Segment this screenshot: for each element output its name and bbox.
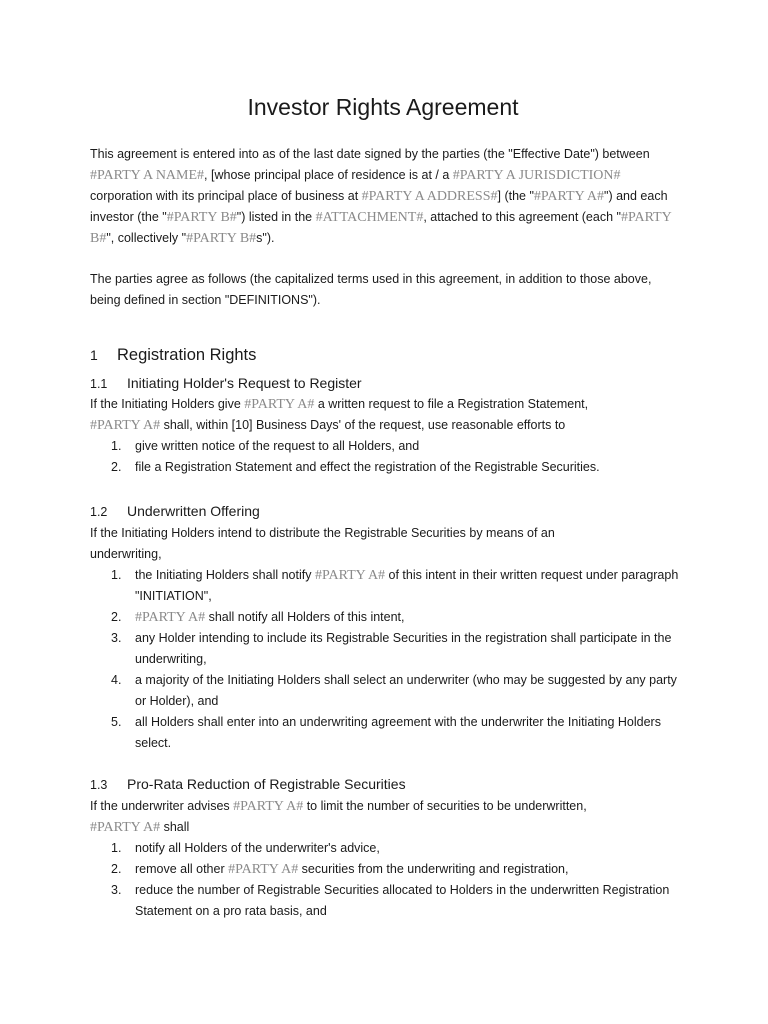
- section-number: 1: [90, 347, 98, 363]
- placeholder-party-a-address: #PARTY A ADDRESS#: [361, 189, 498, 204]
- list-item: 2. file a Registration Statement and effect the registration of the Registrable Securities.: [111, 460, 600, 474]
- document-title: Investor Rights Agreement: [247, 94, 519, 120]
- list-item: 3. any Holder intending to include its Registrable Securities in the registration shall participate in the underwriting,: [111, 631, 672, 666]
- section-1-1-paragraph: If the Initiating Holders give #PARTY A# a written request to file a Registration Statement, #PARTY A# shall, within [10] Business Days' of the request, use reasonable efforts to: [90, 397, 589, 433]
- section-1-3-paragraph: If the underwriter advises #PARTY A# to limit the number of securities to be underwritten, #PARTY A# shall: [90, 799, 587, 835]
- agree-paragraph: The parties agree as follows (the capitalized terms used in this agreement, in addition to those above, being defined in section "DEFINITIONS").: [90, 272, 652, 307]
- section-1-3-heading: [90, 774, 406, 795]
- list-item: 1. the Initiating Holders shall notify #PARTY A# of this intent in their written request under paragraph "INITIATION",: [111, 568, 679, 603]
- placeholder-party-b: #PARTY B#: [90, 210, 672, 246]
- section-1-1-heading: [90, 373, 362, 394]
- section-1-2-paragraph: If the Initiating Holders intend to distribute the Registrable Securities by means of an underwriting,: [90, 526, 555, 561]
- placeholder-party-a: #PARTY A#: [533, 189, 605, 204]
- section-1-heading: [90, 344, 256, 366]
- placeholder-party-a: #PARTY A#: [90, 820, 161, 835]
- placeholder-party-a: #PARTY A#: [244, 397, 315, 412]
- placeholder-party-a: #PARTY A#: [90, 418, 161, 433]
- intro-paragraph: This agreement is entered into as of the last date signed by the parties (the "Effective Date") between #PARTY A NAME#, [whose principal place of residence is at / a #PARTY A JURISDICTION# corporation with its principal place of business at #PARTY A ADDRESS#] (the "#PARTY A#") and each investor (the "#PARTY B#") listed in the #ATTACHMENT#, attached to this agreement (each "#PARTY B#", collectively "#PARTY B#s").: [90, 147, 672, 246]
- section-number: 1.3: [90, 778, 108, 792]
- placeholder-party-a-name: #PARTY A NAME#: [90, 168, 205, 183]
- section-1-2-heading: [90, 501, 260, 522]
- section-1-3-list: [90, 838, 680, 922]
- section-title: Pro-Rata Reduction of Registrable Securities: [127, 776, 406, 792]
- list-item: 1. notify all Holders of the underwriter's advice,: [111, 841, 380, 855]
- list-item: 4. a majority of the Initiating Holders shall select an underwriter (who may be suggested by any party or Holder), and: [111, 673, 677, 708]
- list-item: 3. reduce the number of Registrable Securities allocated to Holders in the underwritten Registration Statement on a pro rata basis, and: [111, 883, 670, 918]
- list-item: 1. give written notice of the request to all Holders, and: [111, 439, 420, 453]
- placeholder-party-a-jurisdiction: #PARTY A JURISDICTION#: [452, 168, 621, 183]
- section-title: Underwritten Offering: [127, 503, 260, 519]
- intro-text: This agreement is entered into as of the last date signed by the parties (the "Effective Date") between: [90, 147, 650, 161]
- placeholder-attachment: #ATTACHMENT#: [315, 210, 424, 225]
- list-item: 5. all Holders shall enter into an underwriting agreement with the underwriter the Initiating Holders select.: [111, 715, 661, 750]
- list-item: 2. #PARTY A# shall notify all Holders of this intent,: [111, 610, 405, 625]
- placeholder-party-b: #PARTY B#: [166, 210, 237, 225]
- placeholder-party-b: #PARTY B#: [186, 231, 257, 246]
- placeholder-party-a: #PARTY A#: [228, 862, 299, 877]
- section-title: Initiating Holder's Request to Register: [127, 375, 362, 391]
- list-item: 2. remove all other #PARTY A# securities from the underwriting and registration,: [111, 862, 569, 877]
- placeholder-party-a: #PARTY A#: [135, 610, 206, 625]
- placeholder-party-a: #PARTY A#: [314, 568, 386, 583]
- section-title: Registration Rights: [117, 346, 257, 364]
- section-1-2-list: [90, 565, 680, 754]
- section-1-1-list: [90, 436, 680, 478]
- placeholder-party-a: #PARTY A#: [233, 799, 304, 814]
- section-number: 1.1: [90, 377, 108, 391]
- section-number: 1.2: [90, 505, 108, 519]
